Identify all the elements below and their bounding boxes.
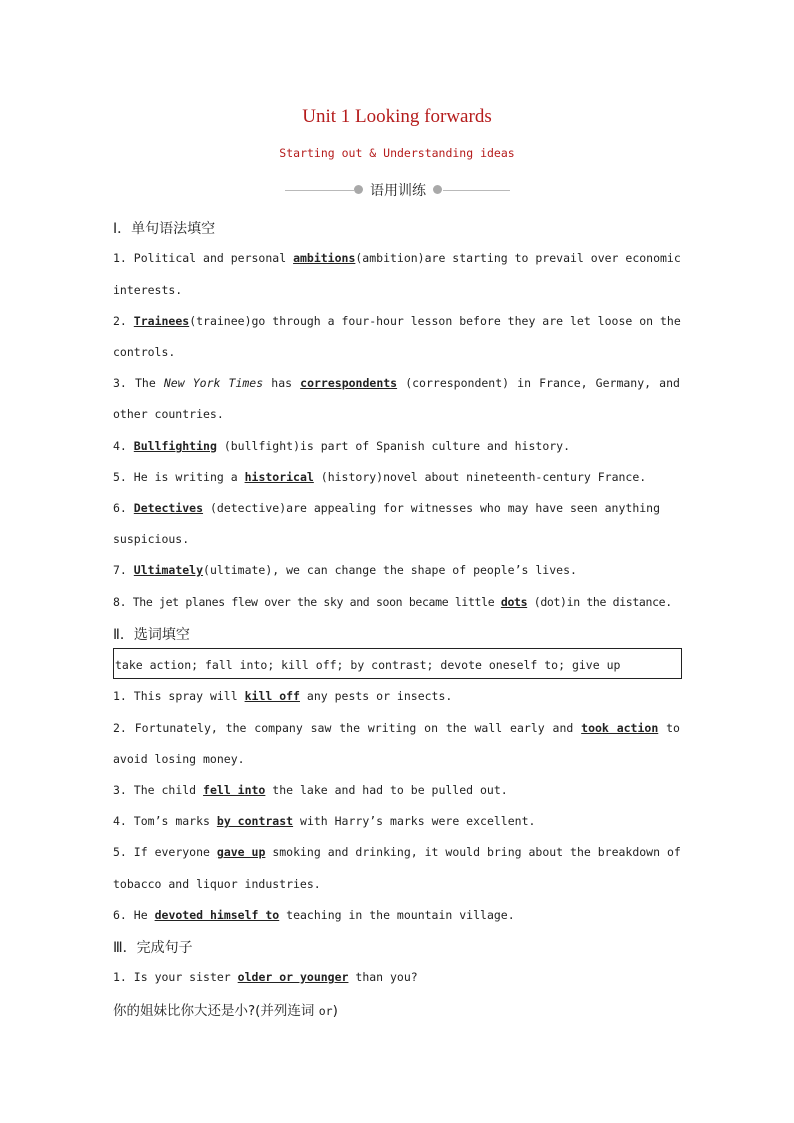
part1-item-8 — [113, 595, 672, 609]
item-text: Tom’s marks — [133, 814, 210, 828]
part2-item-4 — [113, 814, 535, 828]
item-text: The jet planes flew over the sky and soon became little — [132, 595, 495, 609]
answer-text: correspondents — [300, 376, 398, 390]
item-text: The — [134, 376, 156, 390]
item-text: smoking and drinking, it would bring about the breakdown of — [272, 845, 681, 859]
item-text: (ultimate), we can change the shape of people’s lives. — [203, 563, 577, 577]
part2-item-3 — [113, 783, 508, 797]
item-text: The child — [133, 783, 197, 797]
divider-left — [285, 190, 354, 191]
part1-item-2 — [113, 314, 680, 328]
item-text: Political and personal — [133, 251, 287, 265]
word-bank-box — [113, 648, 682, 679]
item-number: 2. — [113, 721, 127, 735]
part1-item-6 — [113, 501, 660, 515]
part1-heading: Ⅰ．单句语法填空 — [113, 221, 216, 237]
part1-item-3 — [113, 376, 680, 390]
item-text: the lake and had to be pulled out. — [272, 783, 508, 797]
item-text: with Harry’s marks were excellent. — [300, 814, 536, 828]
unit-title: Unit 1 Looking forwards — [302, 106, 492, 127]
item-number: 7. — [113, 563, 127, 577]
item-text: (ambition)are starting to prevail over economic — [355, 251, 681, 265]
item-text: (correspondent) in France, Germany, and — [405, 376, 680, 390]
answer-text: dots — [500, 595, 528, 609]
item-text: any pests or insects. — [306, 689, 453, 703]
answer-text: historical — [244, 470, 314, 484]
bullet-dot-left-icon — [354, 185, 363, 194]
item-text: Fortunately, the company saw the writing on the wall early and — [134, 721, 574, 735]
answer-text: Trainees — [133, 314, 190, 328]
item-text: He — [133, 908, 148, 922]
item-number: 8. — [113, 595, 127, 609]
item-text: than you? — [355, 970, 418, 984]
part2-heading: Ⅱ．选词填空 — [113, 627, 190, 643]
item-text: He is writing a — [133, 470, 238, 484]
chinese-prompt: 你的姐妹比你大还是小?(并列连词 — [113, 1003, 315, 1019]
item-text: (bullfight)is part of Spanish culture and history. — [223, 439, 571, 453]
italic-title: New York Times — [163, 376, 264, 390]
item-number: 5. — [113, 470, 127, 484]
answer-text: Detectives — [133, 501, 204, 515]
item-text: Is your sister — [133, 970, 231, 984]
answer-text: fell into — [203, 783, 266, 797]
item-number: 3. — [113, 783, 127, 797]
item-number: 6. — [113, 908, 127, 922]
answer-text: ambitions — [293, 251, 356, 265]
divider-right — [443, 190, 510, 191]
section-header — [0, 180, 794, 200]
item-text: has — [271, 376, 293, 390]
item-text: (detective)are appealing for witnesses who may have seen anything — [209, 501, 661, 515]
part1-item-1-cont: interests. — [113, 283, 183, 297]
part2-item-5 — [113, 845, 680, 859]
part3-heading: Ⅲ．完成句子 — [113, 940, 193, 956]
section-header-label: 语用训练 — [370, 183, 426, 199]
chinese-prompt-end: ) — [332, 1003, 338, 1019]
part2-item-5-cont: tobacco and liquor industries. — [113, 877, 321, 891]
item-number: 4. — [113, 439, 127, 453]
item-number: 2. — [113, 314, 127, 328]
part3-item-1 — [113, 970, 418, 984]
part2-item-6 — [113, 908, 515, 922]
answer-text: kill off — [244, 689, 300, 703]
answer-text: gave up — [216, 845, 266, 859]
chinese-prompt-word: or — [318, 1004, 333, 1018]
item-text: teaching in the mountain village. — [286, 908, 515, 922]
part1-item-4 — [113, 439, 570, 453]
part1-item-7 — [113, 563, 577, 577]
part2-item-2-cont: avoid losing money. — [113, 752, 245, 766]
item-number: 5. — [113, 845, 127, 859]
part1-item-1 — [113, 251, 680, 265]
answer-text: took action — [581, 721, 659, 735]
item-text: If everyone — [133, 845, 210, 859]
bullet-dot-right-icon — [433, 185, 442, 194]
part1-item-3-cont: other countries. — [113, 407, 224, 421]
part2-item-2 — [113, 721, 680, 735]
answer-text: older or younger — [237, 970, 349, 984]
item-text: (trainee)go through a four-hour lesson before they are let loose on the — [189, 314, 681, 328]
item-number: 6. — [113, 501, 127, 515]
item-number: 1. — [113, 251, 127, 265]
answer-text: Bullfighting — [133, 439, 217, 453]
word-bank-text: take action; fall into; kill off; by contrast; devote oneself to; give up — [115, 658, 621, 672]
part1-item-2-cont: controls. — [113, 345, 176, 359]
part1-item-5 — [113, 470, 646, 484]
answer-text: by contrast — [216, 814, 294, 828]
item-number: 3. — [113, 376, 127, 390]
item-number: 4. — [113, 814, 127, 828]
item-text: This spray will — [133, 689, 238, 703]
part2-item-1 — [113, 689, 452, 703]
item-number: 1. — [113, 970, 127, 984]
item-text: (dot)in the distance. — [533, 595, 672, 609]
part1-item-6-cont: suspicious. — [113, 532, 190, 546]
answer-text: devoted himself to — [154, 908, 280, 922]
item-text: (history)novel about nineteenth-century France. — [320, 470, 647, 484]
item-number: 1. — [113, 689, 127, 703]
unit-subtitle: Starting out & Understanding ideas — [279, 146, 515, 160]
answer-text: Ultimately — [133, 563, 204, 577]
part3-item-1-chinese — [113, 999, 338, 1019]
item-text: to — [666, 721, 680, 735]
